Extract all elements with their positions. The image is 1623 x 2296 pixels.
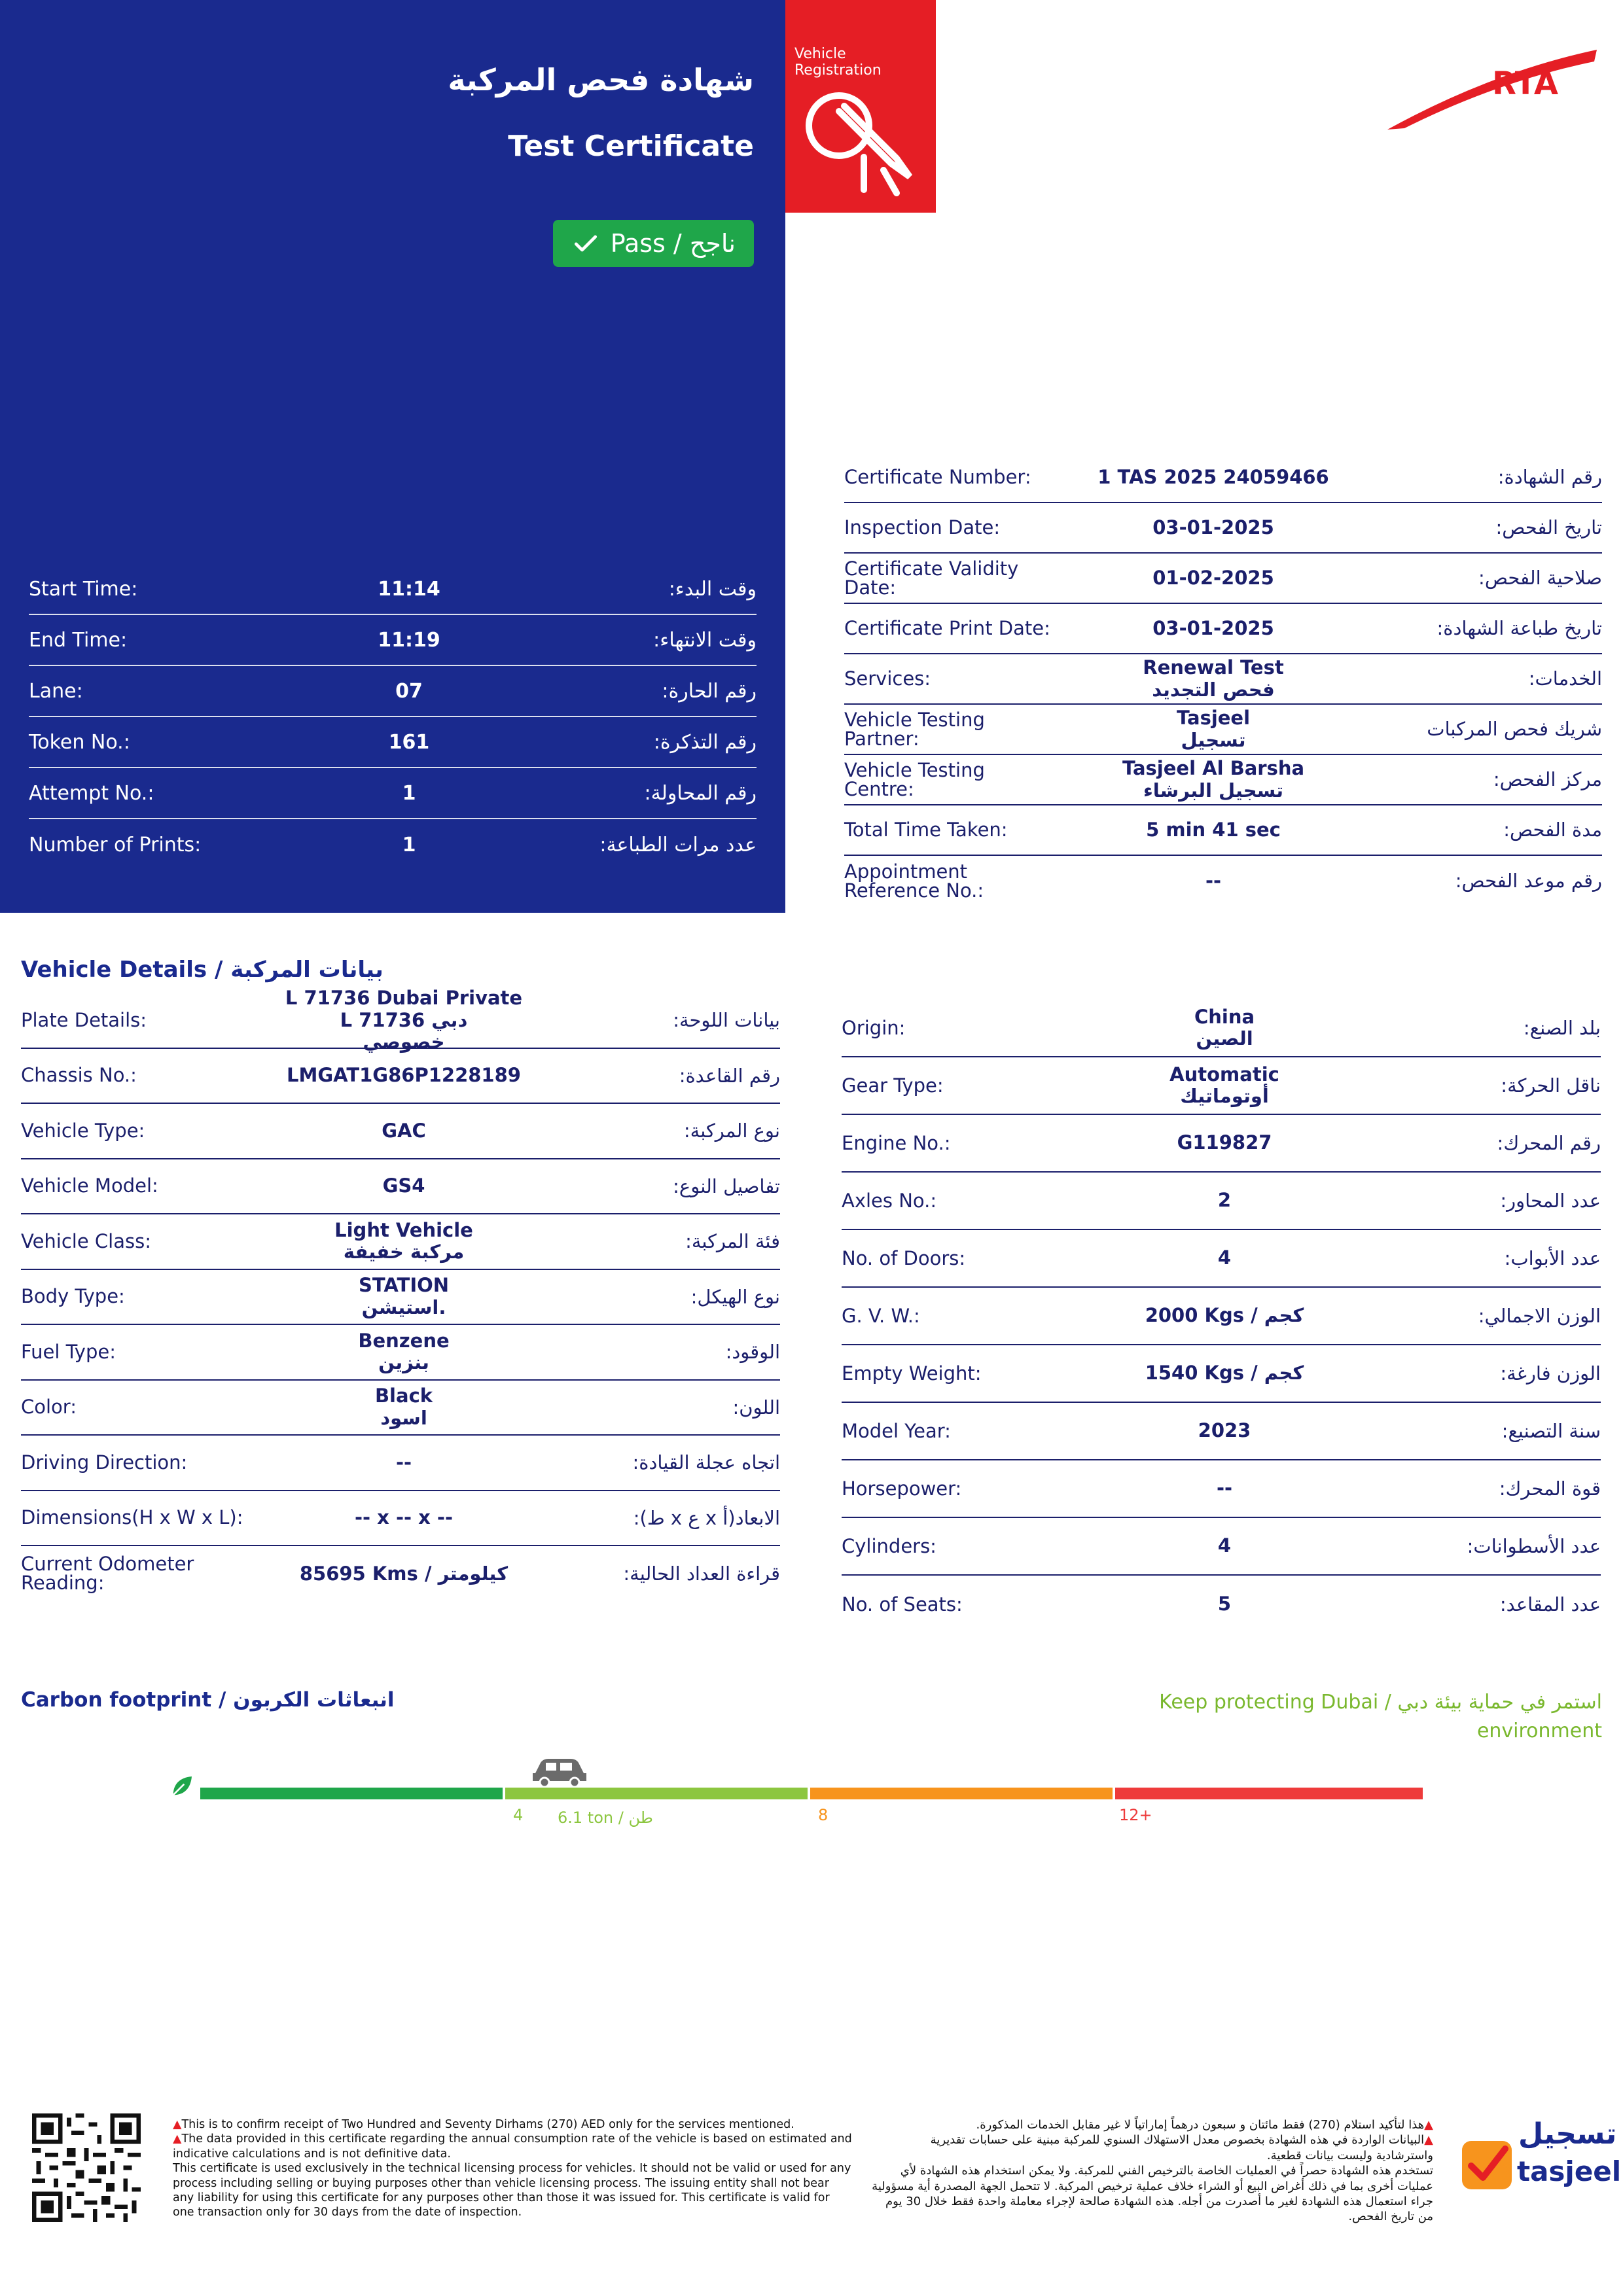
- row-label: Chassis No.:: [21, 1064, 137, 1087]
- vehicle-details-right-table: [842, 1000, 1601, 1633]
- table-row: [29, 564, 757, 615]
- disclaimer-text: تستخدم هذه الشهادة حصراً في العمليات الخاصة بالترخيص الفني للمركبة. ولا يمكن استخدام هذه الشهادة لأي عمليات أخرى بما في ذلك أغراض البيع أو الشراء خلاف عملية ترخيص المركبة. لا تتحمل الجهة المصدرة أية مسؤولية جراء استعمال هذه الشهادة لغير ما أصدرت من أجله. هذه الشهادة صالحة لإجراء معاملة واحدة فقط خلال 30 يوم من تاريخ الفحص.: [872, 2164, 1433, 2224]
- table-row: [842, 1173, 1601, 1230]
- table-row: [21, 1214, 780, 1270]
- table-row: [21, 1436, 780, 1491]
- warning-icon: ▲: [173, 2118, 182, 2131]
- row-label-ar: الوزن فارغة:: [1500, 1362, 1601, 1385]
- row-value: [1060, 758, 1366, 802]
- row-label-ar: شريك فحص المركبات: [1427, 718, 1602, 741]
- row-label: Engine No.:: [842, 1131, 951, 1154]
- certificate-title-ar: شهادة فحص المركبة: [448, 62, 754, 97]
- row-value: 11:19: [378, 628, 440, 652]
- row-label: Dimensions(H x W x L):: [21, 1506, 243, 1529]
- disclaimer-ar: [870, 2117, 1433, 2225]
- table-row: [842, 1403, 1601, 1460]
- row-label: Token No.:: [29, 730, 130, 754]
- table-row: [842, 1460, 1601, 1518]
- certificate-title-en: Test Certificate: [508, 130, 754, 163]
- row-label-ar: قوة المحرك:: [1499, 1477, 1601, 1500]
- row-value: [276, 1220, 531, 1263]
- table-row: [844, 705, 1602, 755]
- tasjeel-logo-en: tasjeel: [1517, 2155, 1622, 2187]
- value-en: Tasjeel: [1176, 707, 1251, 730]
- warning-icon: ▲: [173, 2132, 182, 2146]
- scale-segment-orange: [810, 1788, 1113, 1799]
- value-en: China: [1194, 1005, 1255, 1028]
- row-value: --: [1216, 1477, 1233, 1500]
- environment-message: استمر في حماية بيئة دبي / Keep protecting Dubai environment: [1159, 1691, 1602, 1742]
- value-ar: بنزين: [378, 1351, 429, 1374]
- session-table: [29, 564, 757, 870]
- vehicle-details-title: Vehicle Details / بيانات المركبة: [21, 957, 383, 983]
- row-label-ar: صلاحية الفحص:: [1478, 567, 1602, 590]
- row-label-ar: بلد الصنع:: [1523, 1017, 1601, 1039]
- table-row: [844, 453, 1602, 503]
- row-label: Number of Prints:: [29, 833, 202, 857]
- value-en: Automatic: [1169, 1063, 1279, 1086]
- table-row: [844, 856, 1602, 906]
- row-label-ar: الوزن الاجمالي:: [1478, 1305, 1601, 1327]
- row-label-ar: اتجاه عجلة القيادة:: [632, 1451, 780, 1474]
- value-ar: مركبة خفيفة: [343, 1241, 465, 1263]
- row-label-ar: الوقود:: [725, 1341, 780, 1364]
- row-label-ar: نوع المركبة:: [683, 1120, 780, 1142]
- row-value: GS4: [382, 1174, 425, 1197]
- row-label-ar: عدد المقاعد:: [1499, 1593, 1601, 1616]
- table-row: [21, 1159, 780, 1215]
- status-text: Pass / ناجح: [610, 229, 736, 258]
- tick-label-12: 12+: [1119, 1806, 1152, 1824]
- row-value: [276, 1330, 531, 1374]
- disclaimer-line: [870, 2163, 1433, 2225]
- disclaimer-text: The data provided in this certificate regarding the annual consumption rate of the vehicle is based on estimated and indicative calculations and is not definitive data.: [173, 2132, 852, 2161]
- row-label-ar: نوع الهيكل:: [690, 1285, 780, 1308]
- row-value: [276, 987, 531, 1053]
- row-label: End Time:: [29, 628, 128, 652]
- row-label-ar: رقم المحرك:: [1497, 1132, 1601, 1154]
- table-row: [844, 554, 1602, 604]
- value-ar: اسود: [380, 1406, 427, 1429]
- vehicle-registration-logo: [785, 0, 936, 213]
- table-row: [21, 1104, 780, 1159]
- tasjeel-logo: [1459, 2117, 1622, 2209]
- disclaimer-line: [870, 2117, 1433, 2132]
- warning-icon: ▲: [1424, 2133, 1433, 2147]
- value-ar: الصين: [1196, 1027, 1253, 1050]
- row-label-ar: تفاصيل النوع:: [673, 1174, 780, 1197]
- scale-segment-lime: [505, 1788, 808, 1799]
- disclaimer-text: This is to confirm receipt of Two Hundred and Seventy Dirhams (270) AED only for the services mentioned.: [181, 2118, 794, 2131]
- row-label-ar: اللون:: [732, 1396, 780, 1419]
- table-row: [844, 805, 1602, 856]
- summary-panel: [0, 0, 785, 913]
- table-row: [21, 1325, 780, 1381]
- row-label-ar: تاريخ الفحص:: [1495, 516, 1602, 539]
- row-label: Empty Weight:: [842, 1362, 982, 1385]
- row-value: 1: [402, 833, 416, 857]
- row-label-ar: وقت الانتهاء:: [653, 628, 757, 652]
- tasjeel-check-icon: [1459, 2137, 1514, 2192]
- row-label: Certificate Validity Date:: [844, 557, 1019, 599]
- table-row: [21, 1491, 780, 1547]
- pen-icon: [798, 72, 923, 196]
- certificate-table: [844, 453, 1602, 906]
- leaf-icon: [169, 1773, 195, 1799]
- row-value: 4: [1217, 1246, 1232, 1269]
- row-label-ar: سنة التصنيع:: [1501, 1420, 1601, 1442]
- row-value: --: [395, 1451, 412, 1474]
- row-value: 5: [1217, 1593, 1232, 1616]
- row-value: 2000 Kgs / كجم: [1145, 1304, 1304, 1327]
- table-row: [29, 819, 757, 870]
- value-ar: تسجيل البرشاء: [1143, 779, 1284, 802]
- table-row: [21, 1270, 780, 1326]
- qr-code: [29, 2113, 144, 2222]
- row-label: Driving Direction:: [21, 1451, 188, 1474]
- carbon-scale: [0, 1740, 1623, 1839]
- row-label: Total Time Taken:: [844, 819, 1008, 841]
- row-label-ar: الابعاد(أ x ع x ط):: [633, 1506, 780, 1529]
- row-label: Vehicle Type:: [21, 1119, 145, 1142]
- scale-segment-red: [1115, 1788, 1423, 1799]
- value-en: Light Vehicle: [334, 1218, 473, 1241]
- row-value: 1 TAS 2025 24059466: [1097, 465, 1329, 488]
- row-value: LMGAT1G86P1228189: [287, 1064, 521, 1087]
- row-label-ar: الخدمات:: [1528, 667, 1602, 690]
- row-label-ar: عدد الأبواب:: [1504, 1247, 1601, 1269]
- row-label: Vehicle Testing Centre:: [844, 758, 985, 800]
- row-label: No. of Doors:: [842, 1246, 966, 1269]
- row-label: Color:: [21, 1396, 77, 1419]
- row-value: [1060, 707, 1366, 751]
- row-label: Model Year:: [842, 1419, 951, 1442]
- rta-logo-text: RTA: [1492, 65, 1558, 102]
- value-ar: تسجيل: [1181, 728, 1246, 751]
- table-row: [21, 1049, 780, 1104]
- row-value: 161: [388, 730, 430, 754]
- disclaimer-line: [870, 2132, 1433, 2163]
- table-row: [842, 1000, 1601, 1057]
- row-value: -- x -- x --: [354, 1506, 453, 1529]
- disclaimer-line: [173, 2117, 853, 2132]
- row-label: Gear Type:: [842, 1074, 944, 1097]
- row-label-ar: مركز الفحص:: [1493, 768, 1602, 791]
- disclaimer-text: البيانات الواردة في هذه الشهادة بخصوص معدل الاستهلاك السنوي للمركبة مبنية على حسابات تقديرية واسترشادية وليست بيانات قطعية.: [930, 2133, 1433, 2163]
- row-value: 2: [1217, 1189, 1232, 1212]
- row-label: Fuel Type:: [21, 1340, 116, 1363]
- row-value: GAC: [382, 1119, 426, 1142]
- row-value: 85695 Kms / كيلومتر: [299, 1562, 508, 1585]
- row-label: Certificate Print Date:: [844, 617, 1050, 639]
- row-label: G. V. W.:: [842, 1304, 920, 1327]
- row-value: 1: [402, 781, 416, 805]
- row-label-ar: رقم التذكرة:: [653, 730, 757, 754]
- table-row: [29, 615, 757, 666]
- row-value: 03-01-2025: [1152, 616, 1274, 639]
- row-value: [1097, 1064, 1352, 1108]
- rta-logo: [1381, 46, 1603, 137]
- row-label-ar: رقم موعد الفحص:: [1455, 870, 1602, 892]
- table-row: [842, 1115, 1601, 1173]
- row-value: 4: [1217, 1534, 1232, 1557]
- registration-logo-text: Vehicle Registration: [794, 46, 882, 79]
- table-row: [842, 1345, 1601, 1403]
- value-en: STATION: [358, 1274, 450, 1297]
- row-label-ar: تاريخ طباعة الشهادة:: [1436, 617, 1602, 640]
- row-label-ar: رقم الشهادة:: [1497, 466, 1602, 489]
- table-row: [29, 666, 757, 717]
- check-icon: [571, 229, 600, 258]
- row-value: 5 min 41 sec: [1146, 818, 1281, 841]
- table-row: [844, 503, 1602, 554]
- carbon-footprint-title: Carbon footprint / انبعاثات الكربون: [21, 1688, 395, 1712]
- table-row: [21, 1546, 780, 1602]
- scale-segment-green: [200, 1788, 503, 1799]
- value-ar: استيشن.: [361, 1296, 446, 1318]
- table-row: [844, 604, 1602, 654]
- table-row: [842, 1576, 1601, 1633]
- value-en: Tasjeel Al Barsha: [1122, 757, 1305, 780]
- row-value: G119827: [1177, 1131, 1272, 1154]
- row-label-ar: عدد الأسطوانات:: [1467, 1535, 1601, 1557]
- row-value: --: [1205, 869, 1222, 892]
- row-label: Horsepower:: [842, 1477, 962, 1500]
- row-label: Plate Details:: [21, 1008, 147, 1031]
- row-value: [276, 1385, 531, 1429]
- pass-status-badge: [553, 220, 754, 267]
- row-value: [276, 1275, 531, 1318]
- value-ar: فحص التجديد: [1152, 678, 1275, 701]
- row-label: Certificate Number:: [844, 466, 1031, 488]
- table-row: [844, 654, 1602, 705]
- disclaimer-line: [173, 2132, 853, 2161]
- disclaimer-text: هذا لتأكيد استلام (270) فقط مائتان و سبعون درهماً إماراتياً لا غير مقابل الخدمات المذكورة.: [976, 2118, 1425, 2132]
- row-label: Attempt No.:: [29, 781, 154, 805]
- row-label: Axles No.:: [842, 1189, 937, 1212]
- row-label-ar: فئة المركبة:: [685, 1230, 780, 1253]
- row-value: [1060, 657, 1366, 701]
- row-label: Cylinders:: [842, 1534, 936, 1557]
- row-label: Vehicle Testing Partner:: [844, 708, 985, 750]
- disclaimer-line: [173, 2161, 853, 2220]
- row-label-ar: رقم الحارة:: [662, 679, 757, 703]
- value-en: Benzene: [358, 1329, 450, 1352]
- table-row: [21, 1381, 780, 1436]
- tasjeel-logo-ar: تسجيل: [1518, 2117, 1617, 2151]
- disclaimer-en: [173, 2117, 853, 2220]
- carbon-value-label: 6.1 ton / طن: [558, 1809, 653, 1827]
- row-label: Vehicle Class:: [21, 1229, 151, 1252]
- tick-label-8: 8: [818, 1806, 829, 1824]
- table-row: [21, 987, 780, 1053]
- row-label: Lane:: [29, 679, 83, 703]
- row-value: [1097, 1006, 1352, 1050]
- row-value: 11:14: [378, 577, 440, 601]
- row-label: Body Type:: [21, 1285, 125, 1308]
- row-label-ar: رقم المحاولة:: [644, 781, 757, 805]
- row-value: 01-02-2025: [1152, 566, 1274, 589]
- row-label-ar: عدد مرات الطباعة:: [599, 833, 757, 857]
- vehicle-details-left-table: [21, 987, 780, 1602]
- row-label: Origin:: [842, 1016, 906, 1039]
- car-marker-icon: [530, 1754, 589, 1788]
- row-label-ar: مدة الفحص:: [1503, 819, 1602, 841]
- row-value: 07: [395, 679, 423, 703]
- row-label-ar: رقم القاعدة:: [679, 1064, 780, 1087]
- row-label: Vehicle Model:: [21, 1174, 158, 1197]
- disclaimer-text: This certificate is used exclusively in the technical licensing process for vehicles. It should not be valid or used for any process including selling or buying purposes other than vehicle licensing process. The issuing entity shall not bear any liability for using this certificate for any purposes other than those it was issued for. This certificate is valid for one transaction only for 30 days from the date of inspection.: [173, 2162, 851, 2219]
- table-row: [842, 1288, 1601, 1345]
- table-row: [842, 1518, 1601, 1576]
- value-ar: خصوصي: [363, 1030, 445, 1053]
- table-row: [844, 755, 1602, 805]
- value-en: L 71736 Dubai Private: [285, 987, 523, 1010]
- value-ar: أوتوماتيك: [1180, 1085, 1269, 1107]
- row-label-ar: بيانات اللوحة:: [673, 1009, 780, 1032]
- row-label: No. of Seats:: [842, 1593, 963, 1616]
- warning-icon: ▲: [1424, 2118, 1433, 2132]
- row-label-ar: ناقل الحركة:: [1501, 1074, 1601, 1097]
- row-label-ar: عدد المحاور:: [1500, 1190, 1601, 1212]
- row-value: 1540 Kgs / كجم: [1145, 1362, 1304, 1385]
- table-row: [29, 768, 757, 819]
- value-en: Black: [374, 1385, 433, 1407]
- row-label: Current Odometer Reading:: [21, 1553, 194, 1595]
- table-row: [29, 717, 757, 768]
- row-label: Appointment Reference No.:: [844, 860, 984, 902]
- value-ar: L 71736 دبي: [340, 1008, 468, 1031]
- row-label: Start Time:: [29, 577, 138, 601]
- row-label: Inspection Date:: [844, 516, 1001, 539]
- value-en: Renewal Test: [1143, 656, 1284, 679]
- row-label-ar: قراءة العداد الحالية:: [623, 1563, 780, 1585]
- table-row: [842, 1230, 1601, 1288]
- row-value: 2023: [1198, 1419, 1251, 1442]
- row-label: Services:: [844, 667, 931, 690]
- table-row: [842, 1057, 1601, 1115]
- row-label-ar: وقت البدء:: [668, 577, 757, 601]
- tick-label-4: 4: [513, 1806, 524, 1824]
- row-value: 03-01-2025: [1152, 516, 1274, 539]
